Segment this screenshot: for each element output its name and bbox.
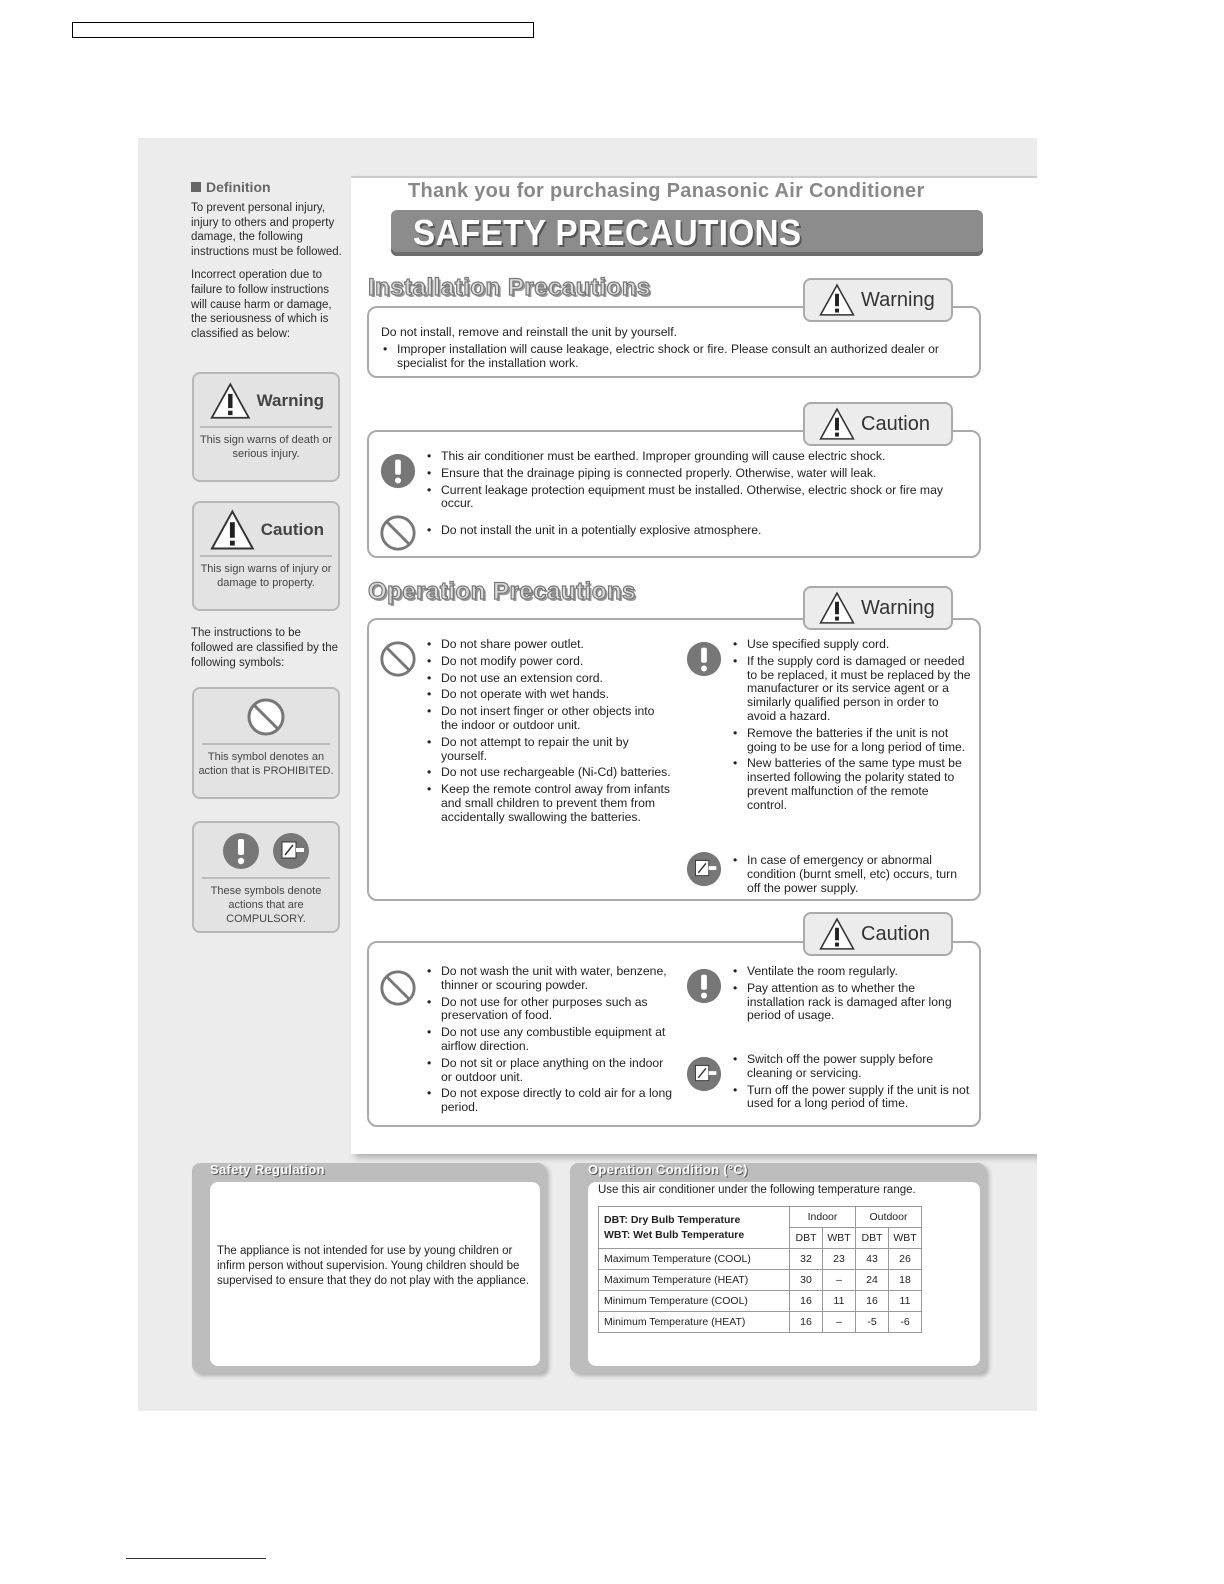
- table-cell: 16: [856, 1291, 889, 1312]
- legend-wbt: WBT: Wet Bulb Temperature: [604, 1228, 745, 1241]
- definition-sidebar: [191, 180, 343, 350]
- precautions-main: [351, 176, 1037, 1154]
- table-cell: 18: [889, 1270, 922, 1291]
- legend-caution-desc: This sign warns of injury or damage to property.: [200, 563, 332, 589]
- installation-prohibited-list: [425, 524, 973, 541]
- list-item: • This air conditioner must be earthed. Improper grounding will cause electric shock.: [425, 450, 973, 464]
- list-item: • Turn off the power supply if the unit is not used for a long period of time.: [731, 1084, 971, 1112]
- table-cell: –: [823, 1312, 856, 1333]
- table-legend: [599, 1207, 790, 1249]
- table-cell: 26: [889, 1249, 922, 1270]
- subheader-cell: DBT: [856, 1228, 889, 1249]
- installation-caution-panel: [367, 430, 981, 558]
- list-item: • Do not use any combustible equipment at airflow direction.: [425, 1026, 673, 1054]
- table-cell: 16: [790, 1291, 823, 1312]
- table-row: [599, 1291, 922, 1312]
- definition-para-3: The instructions to be followed are classified by the following symbols:: [191, 627, 339, 669]
- operation-caution-panel: [367, 941, 981, 1127]
- operation-warning-label: Warning: [861, 596, 935, 619]
- operation-caution-compulsory-list: [731, 965, 971, 1026]
- list-item: • Do not operate with wet hands.: [425, 688, 673, 702]
- caution-triangle-icon: [819, 407, 855, 441]
- list-item: • Pay attention as to whether the installation rack is damaged after long period of usage.: [731, 982, 971, 1023]
- compulsory-exclamation-icon: [685, 967, 723, 1005]
- list-item: • Do not sit or place anything on the indoor or outdoor unit.: [425, 1057, 673, 1085]
- compulsory-exclamation-icon: [379, 452, 417, 490]
- subheader-cell: WBT: [889, 1228, 922, 1249]
- row-label: Maximum Temperature (HEAT): [599, 1270, 790, 1291]
- warning-triangle-icon: [819, 591, 855, 625]
- safety-regulation-box: [192, 1163, 546, 1373]
- list-item: • Remove the batteries if the unit is not going to be use for a long period of time.: [731, 727, 971, 755]
- list-item: • New batteries of the same type must be inserted following the polarity stated to prevent malfunction of the remote control.: [731, 757, 971, 812]
- installation-title: Installation Precautions: [368, 274, 651, 301]
- operation-condition-box: [570, 1163, 986, 1373]
- legend-dbt: DBT: Dry Bulb Temperature: [604, 1213, 741, 1226]
- list-item: • Do not expose directly to cold air for a long period.: [425, 1087, 673, 1115]
- unplug-icon: [271, 831, 311, 871]
- legend-caution: [192, 501, 340, 611]
- table-cell: 32: [790, 1249, 823, 1270]
- installation-compulsory-list: [425, 450, 973, 514]
- list-item: • If the supply cord is damaged or needed to be replaced, it must be replaced by the manufacturer or its service agent or a similarly qualified person in order to avoid a hazard.: [731, 655, 971, 724]
- safety-banner: [391, 210, 983, 256]
- list-item: • Do not share power outlet.: [425, 638, 673, 652]
- safety-regulation-text: The appliance is not intended for use by young children or infirm person without supervision. Young children should be supervised to ensure that they do not play with the appliance.: [217, 1245, 529, 1287]
- table-cell: -5: [856, 1312, 889, 1333]
- legend-caution-label: Caution: [260, 520, 324, 539]
- list-item: • Do not use for other purposes such as preservation of food.: [425, 996, 673, 1024]
- caution-triangle-icon: [210, 509, 255, 551]
- legend-compulsory-desc: These symbols denote actions that are COMPULSORY.: [210, 885, 322, 925]
- installation-caution-tag: [803, 402, 953, 446]
- unplug-icon: [685, 1055, 723, 1093]
- temperature-table: [598, 1206, 922, 1333]
- installation-warning-item: • Improper installation will cause leakage, electric shock or fire. Please consult an authorized dealer or specialist for the installation work.: [381, 343, 967, 371]
- prohibited-icon: [379, 969, 417, 1007]
- header-frame: [72, 22, 534, 38]
- installation-warning-label: Warning: [861, 288, 935, 311]
- table-cell: 11: [823, 1291, 856, 1312]
- subheader-cell: WBT: [823, 1228, 856, 1249]
- operation-caution-unplug-list: [731, 1053, 971, 1114]
- definition-para-2: Incorrect operation due to failure to follow instructions will cause harm or damage, the seriousness of which is classified as below:: [191, 268, 332, 341]
- operation-condition-title: Operation Condition (°C): [588, 1162, 748, 1177]
- legend-warning-label: Warning: [256, 391, 324, 410]
- list-item: • Ventilate the room regularly.: [731, 965, 971, 979]
- operation-warning-tag: [803, 586, 953, 630]
- thank-you-line: Thank you for purchasing Panasonic Air Conditioner: [408, 180, 925, 202]
- operation-warning-prohibited-list: [425, 638, 673, 828]
- list-item: • Do not attempt to repair the unit by yourself.: [425, 736, 673, 764]
- operation-title: Operation Precautions: [368, 578, 636, 605]
- table-cell: -6: [889, 1312, 922, 1333]
- prohibited-icon: [379, 640, 417, 678]
- row-label: Maximum Temperature (COOL): [599, 1249, 790, 1270]
- list-item: • In case of emergency or abnormal condition (burnt smell, etc) occurs, turn off the power supply.: [731, 854, 971, 895]
- table-row: [599, 1249, 922, 1270]
- installation-warning-tag: [803, 278, 953, 322]
- banner-title: SAFETY PRECAUTIONS: [413, 212, 802, 253]
- warning-triangle-icon: [210, 380, 251, 422]
- list-item: • Do not use an extension cord.: [425, 672, 673, 686]
- header-indoor: Indoor: [790, 1207, 856, 1228]
- legend-compulsory: [192, 821, 340, 933]
- legend-prohibited: [192, 687, 340, 799]
- operation-caution-tag: [803, 912, 953, 956]
- safety-regulation-title: Safety Regulation: [210, 1162, 325, 1177]
- safety-sheet: [138, 138, 1037, 1411]
- operation-warning-compulsory-list: [731, 638, 971, 816]
- operation-caution-label: Caution: [861, 922, 930, 945]
- caution-triangle-icon: [819, 917, 855, 951]
- table-cell: 16: [790, 1312, 823, 1333]
- operation-condition-intro: Use this air conditioner under the following temperature range.: [598, 1184, 916, 1196]
- square-bullet-icon: [191, 182, 201, 192]
- operation-warning-unplug-list: [731, 854, 971, 898]
- installation-caution-label: Caution: [861, 412, 930, 435]
- installation-warning-lead: Do not install, remove and reinstall the unit by yourself.: [381, 325, 678, 339]
- list-item: • Do not install the unit in a potentially explosive atmosphere.: [425, 524, 973, 538]
- compulsory-exclamation-icon: [221, 831, 261, 871]
- table-cell: 23: [823, 1249, 856, 1270]
- subheader-cell: DBT: [790, 1228, 823, 1249]
- row-label: Minimum Temperature (HEAT): [599, 1312, 790, 1333]
- list-item: • Do not modify power cord.: [425, 655, 673, 669]
- warning-triangle-icon: [819, 283, 855, 317]
- list-item: • Keep the remote control away from infants and small children to prevent them from accidentally swallowing the batteries.: [425, 783, 673, 824]
- table-row: [599, 1312, 922, 1333]
- list-item: • Current leakage protection equipment must be installed. Otherwise, electric shock or fire may occur.: [425, 484, 973, 512]
- legend-warning-desc: This sign warns of death or serious injury.: [199, 434, 333, 460]
- table-cell: 24: [856, 1270, 889, 1291]
- unplug-icon: [685, 850, 723, 888]
- prohibited-icon: [379, 514, 417, 552]
- symbols-intro: [191, 626, 343, 678]
- legend-warning: [192, 372, 340, 482]
- operation-warning-panel: [367, 618, 981, 901]
- footer-rule: [126, 1558, 266, 1559]
- list-item: • Do not wash the unit with water, benzene, thinner or scouring powder.: [425, 965, 673, 993]
- table-row: [599, 1270, 922, 1291]
- list-item: • Do not insert finger or other objects into the indoor or outdoor unit.: [425, 705, 673, 733]
- list-item: • Ensure that the drainage piping is connected properly. Otherwise, water will leak.: [425, 467, 973, 481]
- list-item: • Do not use rechargeable (Ni-Cd) batteries.: [425, 766, 673, 780]
- list-item: • Switch off the power supply before cleaning or servicing.: [731, 1053, 971, 1081]
- list-item: • Use specified supply cord.: [731, 638, 971, 652]
- table-cell: 43: [856, 1249, 889, 1270]
- definition-heading: [191, 180, 343, 195]
- table-cell: 30: [790, 1270, 823, 1291]
- definition-para-1: To prevent personal injury, injury to others and property damage, the following instructions must be followed.: [191, 201, 342, 259]
- definition-title: Definition: [206, 179, 271, 195]
- table-cell: 11: [889, 1291, 922, 1312]
- compulsory-exclamation-icon: [685, 640, 723, 678]
- prohibited-icon: [246, 697, 286, 737]
- table-cell: –: [823, 1270, 856, 1291]
- header-outdoor: Outdoor: [856, 1207, 922, 1228]
- operation-caution-prohibited-list: [425, 965, 673, 1118]
- legend-prohibited-desc: This symbol denotes an action that is PROHIBITED.: [198, 751, 334, 777]
- row-label: Minimum Temperature (COOL): [599, 1291, 790, 1312]
